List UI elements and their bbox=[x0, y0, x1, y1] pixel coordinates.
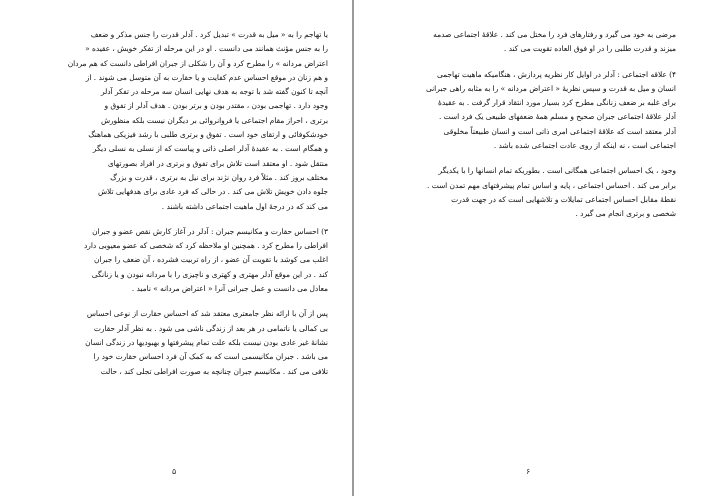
text-line: افراطی را مطرح کرد . همچنین او ملاحظه کرد که شخصی که عضو معیوبی دارد bbox=[83, 241, 328, 251]
paragraph-gap bbox=[412, 153, 676, 164]
text-line: وجود دارد . تهاجمی بودن ، مقتدر بودن و برتر بودن . هدف آدلر از تفوق و bbox=[104, 101, 328, 111]
text-line: وجود ، یک احساس اجتماعی همگانی است . بطوریکه تمام انسانها را با یکدیگر bbox=[438, 166, 676, 176]
text-line: برابر می کند . احساس اجتماعی ، پایه و اساس تمام پیشرفتهای مهم تمدن است . bbox=[427, 180, 676, 190]
text-line: مختلف بروز کند . مثلاً فرد روان نژند برای نیل به برتری ، قدرت و بزرگ bbox=[110, 172, 328, 182]
text-line: نشانهٔ غیر عادی بودن نیست بلکه علت تمام پیشرفتها و بهبودیها در زندگی انسان bbox=[85, 337, 328, 347]
paragraph-gap bbox=[28, 214, 328, 225]
text-line: مرضی به خود می گیرد و رفتارهای فرد را مختل می کند . علاقهٔ اجتماعی صدمه bbox=[433, 30, 676, 39]
paragraph bbox=[28, 225, 328, 296]
paragraph bbox=[412, 164, 676, 221]
text-line: اجتماعی است ، نه اینکه از روی عادت اجتماعی شده باشد . bbox=[493, 141, 676, 151]
text-line: شخصی و برتری انجام می گیرد . bbox=[575, 209, 676, 219]
text-line: را به جنس مؤنث همانند می دانست . او در این مرحله از تفکر خویش ، عقیده « bbox=[85, 44, 328, 54]
text-line: ۳) احساس حقارت و مکانیسم جبران : آدلر در آغاز کارش نقص عضو و جبران bbox=[92, 226, 328, 236]
text-line: برتری ، احراز مقام اجتماعی یا فروانروائی بر دیگران نیست بلکه منظورش bbox=[100, 115, 328, 125]
text-line: نقطهٔ مقابل احساس اجتماعی تمایلات و تلاشهایی است که در جهت قدرت bbox=[451, 194, 676, 204]
right-page-text bbox=[412, 28, 676, 222]
text-line: منتقل شود . او معتقد است تلاش برای تفوق و برتری در افراد بصورتهای bbox=[107, 158, 328, 168]
text-line: معادل می دانست و عمل جبرانی آنرا « اعتراض مردانه » نامید . bbox=[131, 284, 328, 294]
text-line: جلوه دادن خویش تلاش می کند . در حالی که فرد عادی برای هدفهایی تلاش bbox=[98, 187, 328, 197]
text-line: پس از آن با ارائه نظر جامعتری معتقد شد که احساس حقارت از نوعی احساس bbox=[86, 309, 328, 319]
text-line: اغلب می کوشد با تقویت آن عضو ، از راه تربیت فشرده ، آن ضعف را جبران bbox=[94, 255, 328, 265]
text-line: کند . در این موقع آدلر مهتری و کهتری و ناچیزی را با مردانه نبودن و یا زنانگی bbox=[91, 269, 328, 279]
text-line: و همگام است . به عقیدهٔ آدلر اصلی ذاتی و پیاست که از نسلی به نسلی دیگر bbox=[92, 144, 328, 154]
left-page-number: ۵ bbox=[172, 467, 177, 476]
text-line: انسان و میل به قدرت و سپس نظریهٔ « اعتراض مردانه » را به مثابه راهی جبرانی bbox=[425, 83, 676, 93]
text-line: میزند و قدرت طلبی را در او فوق العاده تقویت می کند . bbox=[503, 44, 676, 54]
paragraph bbox=[28, 307, 328, 378]
paragraph-gap bbox=[28, 296, 328, 307]
text-line: ۴) علاقه اجتماعی : آدلر در اوایل کار نظریه پردازش ، هنگامیکه ماهیت تهاجمی bbox=[436, 69, 676, 79]
text-line: اعتراض مردانه » را مطرح کرد و آن را شکلی از جبران افراطی دانست که هم مردان bbox=[67, 58, 328, 68]
text-line: می کند که در درجهٔ اول ماهیت اجتماعی داشته باشند . bbox=[161, 201, 328, 211]
text-line: بی کمالی یا ناتمامی در هر بعد از زندگی ناشی می شود . به نظر آدلر حقارت bbox=[93, 323, 328, 333]
text-line: و هم زنان در موقع احساس عدم کفایت و یا حقارت به آن متوسل می شوند . از bbox=[85, 72, 328, 82]
paragraph bbox=[412, 28, 676, 57]
text-line: برای غلبه بر ضعف زنانگی مطرح کرد بسیار مورد انتقاد قرار گرفت . به عقیدهٔ bbox=[437, 98, 676, 108]
text-line: می باشد . جبران مکانیسمی است که به کمک آن فرد احساس حقارت خود را bbox=[93, 352, 328, 362]
paragraph bbox=[28, 28, 328, 214]
paragraph bbox=[412, 68, 676, 154]
left-page bbox=[0, 0, 352, 496]
text-line: خودشکوفائی و ارتقای خود است . تفوق و برتری طلبی با رشد فیزیکی هماهنگ bbox=[88, 130, 328, 140]
text-line: آنچه تا کنون گفته شد با توجه به هدف نهایی انسان سه مرحله در تفکر آدلر bbox=[100, 87, 328, 97]
right-page bbox=[354, 0, 706, 496]
text-line: آدلر علاقهٔ اجتماعی جبران صحیح و مسلم همهٔ ضعفهای طبیعی یک فرد است . bbox=[438, 112, 676, 122]
right-page-number: ۶ bbox=[526, 467, 531, 476]
text-line: یا تهاجم را به « میل به قدرت » تبدیل کرد . آدلر قدرت را جنس مذکر و ضعف bbox=[90, 30, 328, 39]
text-line: تلافی می کند . مکانیسم جبران چنانچه به صورت افراطی تجلی کند ، حالت bbox=[100, 366, 328, 376]
text-line: آدلر معتقد است که علاقهٔ اجتماعی امری ذاتی است و انسان طبیعتاً مخلوقی bbox=[443, 126, 676, 136]
paragraph-gap bbox=[412, 57, 676, 68]
left-page-text bbox=[28, 28, 328, 379]
